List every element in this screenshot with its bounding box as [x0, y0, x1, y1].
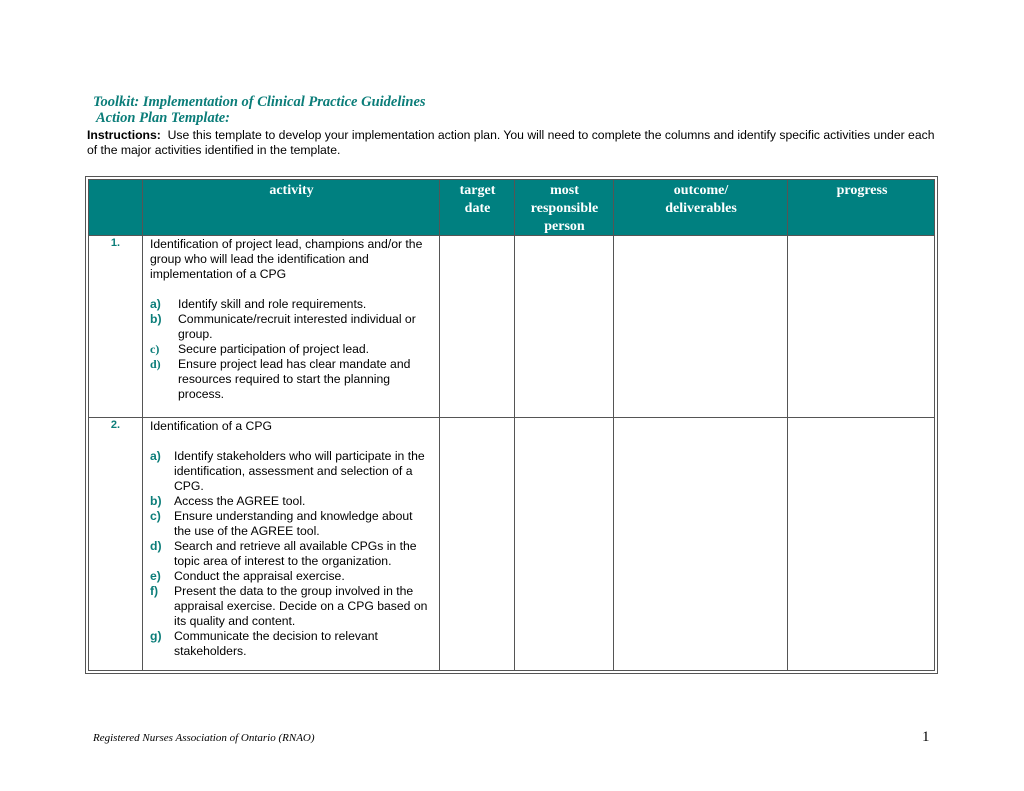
activity-title: Identification of a CPG	[150, 419, 272, 433]
sub-activity-text: Present the data to the group involved in the appraisal exercise. Decide on a CPG based on its quality and content.	[174, 584, 428, 628]
page-number: 1	[922, 729, 930, 745]
sub-activity	[150, 312, 430, 342]
sub-activity	[150, 297, 430, 312]
column-divider	[787, 180, 788, 670]
sub-activity-text: Ensure project lead has clear mandate and resources required to start the planning process.	[178, 357, 411, 401]
sub-activity-letter: d)	[150, 539, 162, 553]
sub-activity	[150, 539, 430, 569]
sub-activity-letter: a)	[150, 449, 161, 463]
sub-activity-letter: f)	[150, 584, 159, 598]
column-header-activity: activity	[269, 183, 314, 198]
sub-activity	[150, 342, 430, 357]
sub-activity-text: Conduct the appraisal exercise.	[174, 569, 345, 583]
column-divider	[514, 180, 515, 670]
sub-activity-letter: b)	[150, 494, 162, 508]
sub-activity	[150, 449, 430, 494]
column-header-most-responsible-person: most responsible person	[530, 183, 599, 234]
column-header-progress: progress	[836, 183, 888, 198]
column-header-outcome-deliverables: outcome/ deliverables	[665, 183, 737, 216]
sub-activity	[150, 629, 430, 659]
row-number: 2.	[110, 419, 121, 431]
sub-activity-text: Identify stakeholders who will participate in the identification, assessment and selection of a CPG.	[174, 449, 425, 493]
sub-activity-text: Communicate the decision to relevant stakeholders.	[174, 629, 378, 658]
sub-activity	[150, 357, 430, 402]
document-title: Toolkit: Implementation of Clinical Practice Guidelines	[93, 94, 426, 110]
instructions	[87, 128, 937, 158]
row-number: 1.	[110, 237, 121, 249]
row-divider	[89, 417, 934, 418]
sub-activity-letter: c)	[150, 342, 160, 356]
column-divider	[439, 180, 440, 670]
sub-activity	[150, 569, 430, 584]
sub-activity-letter: g)	[150, 629, 162, 643]
activity-cell	[150, 237, 430, 402]
column-divider	[142, 180, 143, 670]
sub-activity	[150, 509, 430, 539]
row-divider	[89, 235, 934, 236]
sub-activity-letter: b)	[150, 312, 162, 326]
activity-title: Identification of project lead, champions and/or the group who will lead the identification and implementation of a CPG	[150, 237, 423, 281]
sub-activity-text: Access the AGREE tool.	[174, 494, 306, 508]
sub-activity-letter: e)	[150, 569, 161, 583]
sub-activity-text: Identify skill and role requirements.	[178, 297, 367, 311]
footer-organization: Registered Nurses Association of Ontario (RNAO)	[93, 732, 315, 744]
sub-activity-text: Secure participation of project lead.	[178, 342, 370, 356]
sub-activity-text: Communicate/recruit interested individual or group.	[178, 312, 416, 341]
sub-activity	[150, 584, 430, 629]
activity-cell	[150, 419, 430, 659]
sub-activity	[150, 494, 430, 509]
sub-activity-letter: c)	[150, 509, 161, 523]
action-plan-table	[85, 176, 938, 674]
document-subtitle: Action Plan Template:	[96, 110, 230, 126]
sub-activity-text: Search and retrieve all available CPGs in the topic area of interest to the organization.	[174, 539, 417, 568]
instructions-label: Instructions:	[87, 128, 161, 142]
sub-activity-letter: a)	[150, 297, 161, 311]
column-header-target-date: target date	[459, 183, 496, 216]
instructions-text: Use this template to develop your implementation action plan. You will need to complete the columns and identify specific activities under each of the major activities identified in the template.	[87, 128, 935, 157]
column-divider	[613, 180, 614, 670]
sub-activity-letter: d)	[150, 357, 161, 371]
sub-activity-text: Ensure understanding and knowledge about the use of the AGREE tool.	[174, 509, 413, 538]
